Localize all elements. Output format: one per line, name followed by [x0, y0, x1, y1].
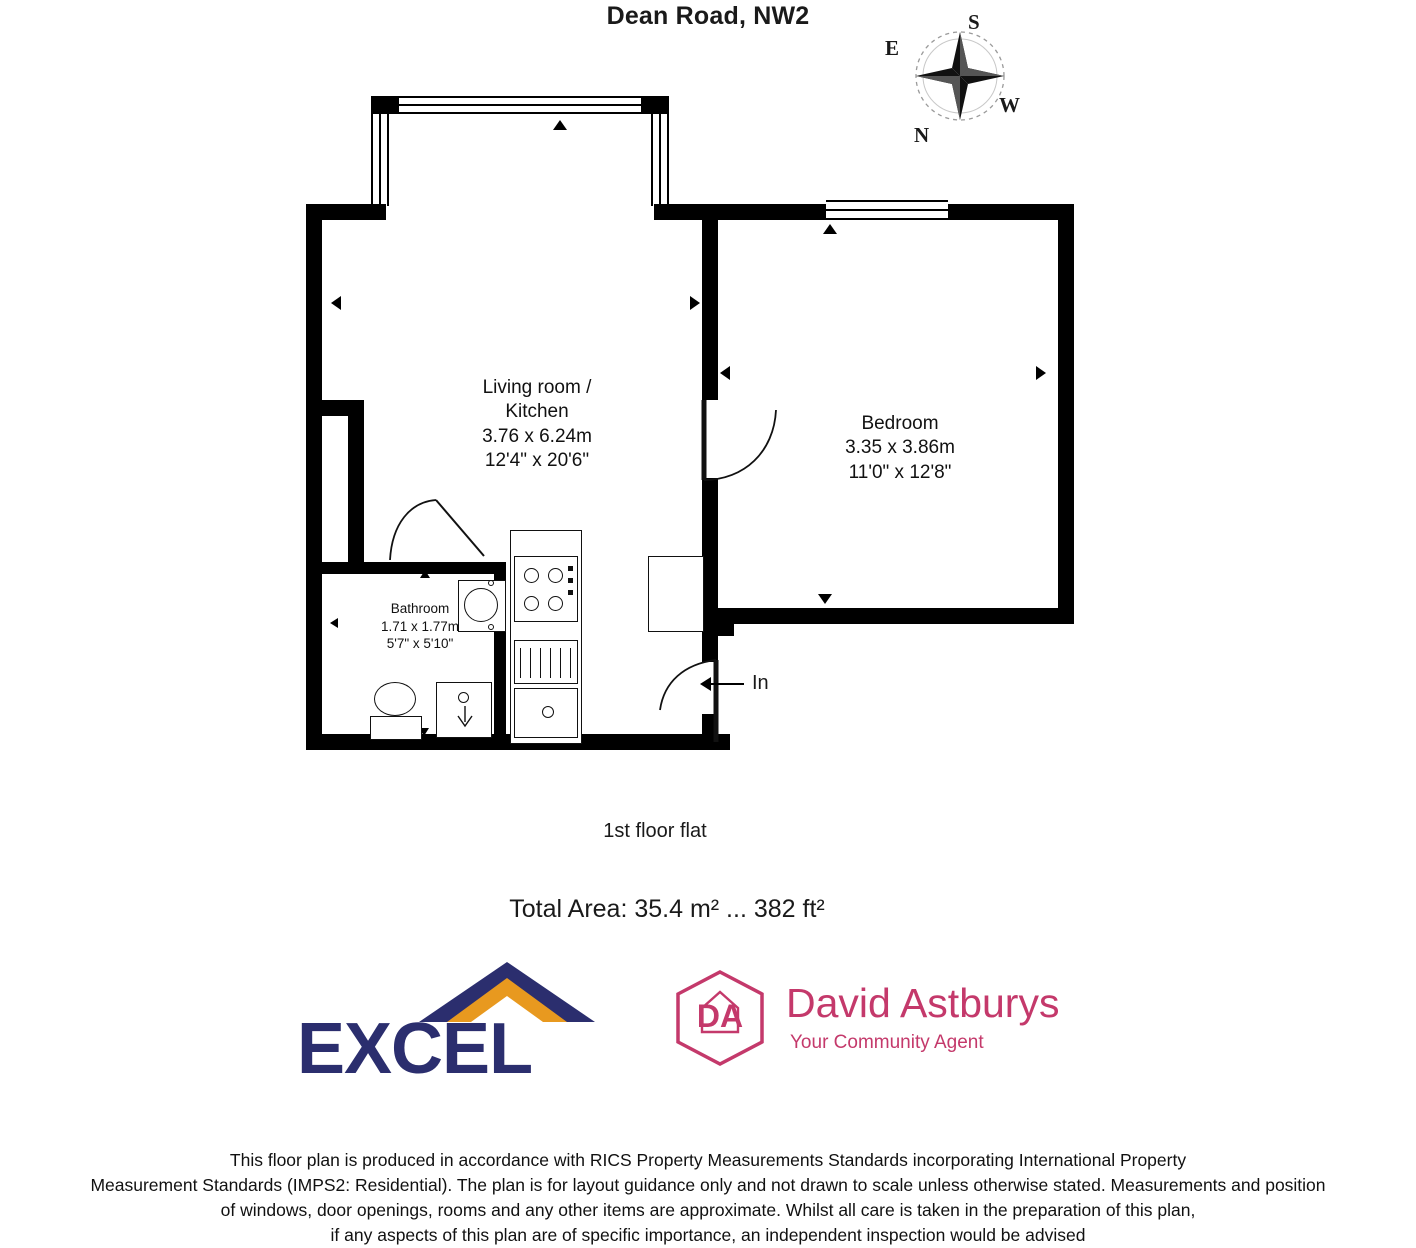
- wall-living-left: [306, 204, 322, 750]
- hob-burner-2: [548, 568, 563, 583]
- bathroom-basin-tap-1: [488, 580, 494, 586]
- marker-living-right: [690, 296, 700, 310]
- window-bay-front: [399, 96, 641, 114]
- marker-bathroom-top: [420, 570, 430, 578]
- hall-cupboard: [648, 556, 704, 632]
- room-dims-living-imperial: 12'4" x 20'6": [484, 449, 590, 471]
- room-label-living-kitchen: [402, 376, 672, 473]
- hob-burner-1: [524, 568, 539, 583]
- disclaimer-line-3: of windows, door openings, rooms and any other items are approximate. Whilst all care is taken in the preparation of this plan,: [220, 1199, 1196, 1220]
- da-hex-icon: [672, 968, 768, 1068]
- draining-groove-3: [540, 648, 541, 678]
- da-name: David Astburys: [786, 980, 1060, 1026]
- bay-wall-right-stub: [637, 96, 669, 114]
- da-tagline: Your Community Agent: [790, 1032, 984, 1053]
- door-entrance: [656, 650, 746, 750]
- logo-row: [0, 950, 1416, 1089]
- compass-label-north: N: [914, 123, 930, 147]
- toilet-bowl: [374, 682, 416, 716]
- compass-label-south: S: [968, 10, 980, 34]
- excel-logo: [297, 960, 617, 1089]
- hob-burner-3: [524, 596, 539, 611]
- room-label-bathroom: [330, 600, 510, 653]
- excel-wordmark: EXCEL: [297, 1009, 533, 1089]
- room-name-bathroom: Bathroom: [390, 601, 450, 616]
- floor-caption: 1st floor flat: [603, 820, 707, 842]
- marker-bedroom-right: [1036, 366, 1046, 380]
- room-dims-bedroom-imperial: 11'0" x 12'8": [848, 461, 952, 483]
- room-dims-bathroom-metric: 1.71 x 1.77m: [380, 618, 460, 634]
- david-astburys-logo: [672, 968, 1072, 1073]
- page-title: Dean Road, NW2: [606, 2, 810, 30]
- disclaimer-line-1: This floor plan is produced in accordance with RICS Property Measurements Standards incorporating International Property: [229, 1150, 1187, 1170]
- room-dims-bedroom-metric: 3.35 x 3.86m: [845, 437, 955, 459]
- room-dims-bathroom-imperial: 5'7" x 5'10": [386, 636, 454, 652]
- draining-groove-1: [520, 648, 521, 678]
- compass-label-east: E: [885, 36, 900, 60]
- disclaimer-line-4: if any aspects of this plan are of specific importance, an independent inspection would be advised: [330, 1224, 1086, 1245]
- room-name-kitchen: Kitchen: [505, 401, 569, 423]
- shower-drain: [458, 692, 469, 703]
- wall-bedroom-bottom-left-stub: [718, 608, 734, 636]
- marker-bay-window: [553, 120, 567, 130]
- room-label-bedroom: [760, 412, 1040, 485]
- wall-bathroom-left-spine: [348, 400, 364, 566]
- marker-bedroom-left: [720, 366, 730, 380]
- hob-knob-1: [568, 566, 573, 571]
- disclaimer-line-2: Measurement Standards (IMPS2: Residential). The plan is for layout guidance only and not drawn to scale unless otherwise stated. Measurements and position: [90, 1174, 1326, 1195]
- hob-burner-4: [548, 596, 563, 611]
- draining-groove-5: [560, 648, 561, 678]
- entrance-label: In: [752, 672, 769, 694]
- draining-groove-2: [530, 648, 531, 678]
- marker-bedroom-bottom: [818, 594, 832, 604]
- entrance-arrow-line: [708, 683, 744, 685]
- shower-head-icon: [452, 706, 478, 732]
- marker-bedroom-window: [823, 224, 837, 234]
- window-bay-right: [651, 114, 669, 206]
- kitchen-draining-board: [514, 640, 578, 684]
- toilet-cistern: [370, 716, 422, 740]
- window-bedroom: [826, 200, 948, 220]
- total-area-label: Total Area: 35.4 m² ... 382 ft²: [509, 895, 825, 923]
- hob-knob-3: [568, 590, 573, 595]
- draining-groove-6: [570, 648, 571, 678]
- marker-living-left: [331, 296, 341, 310]
- room-dims-living-metric: 3.76 x 6.24m: [482, 425, 592, 447]
- wall-living-right-upper: [702, 204, 718, 400]
- wall-bedroom-bottom: [718, 608, 1074, 624]
- room-name-bedroom: Bedroom: [861, 413, 939, 434]
- door-bathroom: [388, 498, 488, 570]
- wall-living-right-lower: [702, 478, 718, 662]
- compass-label-west: W: [999, 93, 1020, 117]
- wall-bedroom-right: [1058, 204, 1074, 624]
- disclaimer-text: [0, 1148, 1416, 1247]
- hob-knob-2: [568, 578, 573, 583]
- wall-bedroom-top-left-stub: [718, 204, 830, 220]
- draining-groove-4: [550, 648, 551, 678]
- room-name-living: Living room /: [482, 377, 592, 398]
- da-initials: DA: [696, 998, 744, 1034]
- window-bay-left: [371, 114, 389, 206]
- kitchen-sink-drain: [542, 706, 554, 718]
